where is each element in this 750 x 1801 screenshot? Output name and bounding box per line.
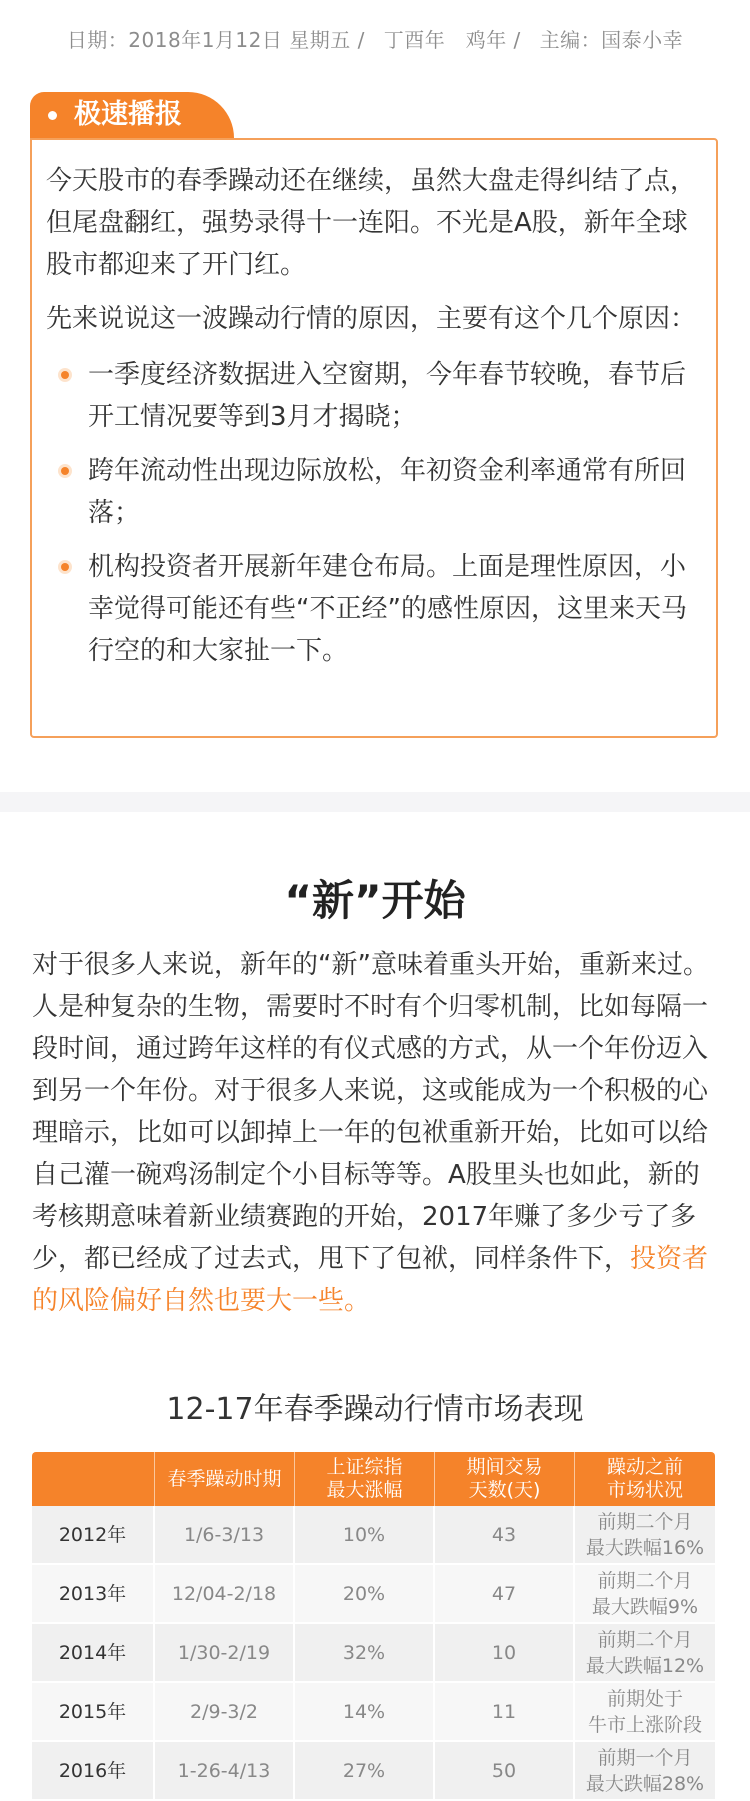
cell-period: 2/9-3/2 bbox=[155, 1683, 295, 1742]
flash-paragraph-1: 今天股市的春季躁动还在继续，虽然大盘走得纠结了点，但尾盘翻红，强势录得十一连阳。不光是A股，新年全球股市都迎来了开门红。 bbox=[46, 166, 697, 280]
bullet-icon bbox=[58, 368, 72, 382]
list-item bbox=[46, 450, 702, 534]
cell-period: 1/6-3/13 bbox=[155, 1506, 295, 1565]
cell-prior-market-text: 前期二个月 最大跌幅16% bbox=[585, 1510, 705, 1559]
header-prior-market bbox=[575, 1452, 715, 1506]
header-period: 春季躁动时期 bbox=[155, 1452, 295, 1506]
section-body bbox=[32, 944, 718, 1322]
cell-prior-market bbox=[575, 1742, 715, 1801]
cell-year: 2014年 bbox=[32, 1624, 155, 1683]
table-row bbox=[32, 1624, 715, 1683]
cell-max-gain: 20% bbox=[295, 1565, 435, 1624]
header-max-gain-text: 上证综指 最大涨幅 bbox=[326, 1456, 403, 1501]
bullet-icon bbox=[58, 464, 72, 478]
header-trading-days-text: 期间交易 天数(天) bbox=[466, 1456, 543, 1501]
market-table bbox=[32, 1452, 715, 1801]
flash-news-tab bbox=[30, 92, 234, 138]
flash-news-title: 极速播报 bbox=[74, 99, 182, 130]
cell-max-gain: 14% bbox=[295, 1683, 435, 1742]
list-item-text: 机构投资者开展新年建仓布局。上面是理性原因，小幸觉得可能还有些“不正经”的感性原因，这里来天马行空的和大家扯一下。 bbox=[88, 552, 687, 666]
list-item bbox=[46, 354, 702, 438]
section-title: “新”开始 bbox=[284, 876, 466, 925]
cell-period: 12/04-2/18 bbox=[155, 1565, 295, 1624]
cell-prior-market-text: 前期处于 牛市上涨阶段 bbox=[587, 1687, 702, 1736]
header-prior-market-text: 躁动之前 市场状况 bbox=[606, 1456, 683, 1501]
cell-trading-days: 43 bbox=[435, 1506, 575, 1565]
cell-max-gain: 27% bbox=[295, 1742, 435, 1801]
article-meta bbox=[0, 24, 750, 53]
cell-prior-market bbox=[575, 1683, 715, 1742]
cell-prior-market bbox=[575, 1624, 715, 1683]
cell-prior-market-text: 前期二个月 最大跌幅12% bbox=[585, 1628, 705, 1677]
cell-year: 2012年 bbox=[32, 1506, 155, 1565]
cell-prior-market bbox=[575, 1506, 715, 1565]
table-row bbox=[32, 1565, 715, 1624]
lunar-year-text: 丁酉年 鸡年 / bbox=[383, 28, 521, 52]
tab-dot-icon bbox=[48, 111, 57, 120]
header-trading-days bbox=[435, 1452, 575, 1506]
cell-period: 1/30-2/19 bbox=[155, 1624, 295, 1683]
flash-news-content bbox=[30, 138, 718, 738]
cell-trading-days: 10 bbox=[435, 1624, 575, 1683]
highlight-text: 投资者的风险偏好自然也要大一些。 bbox=[32, 1244, 709, 1316]
table-row bbox=[32, 1506, 715, 1565]
flash-news-box bbox=[30, 92, 718, 738]
cell-year: 2015年 bbox=[32, 1683, 155, 1742]
reason-list bbox=[46, 354, 702, 672]
cell-max-gain: 32% bbox=[295, 1624, 435, 1683]
cell-trading-days: 11 bbox=[435, 1683, 575, 1742]
section-body-text: 对于很多人来说，新年的“新”意味着重头开始，重新来过。人是种复杂的生物，需要时不时有个归零机制，比如每隔一段时间，通过跨年这样的有仪式感的方式，从一个年份迈入到另一个年份。对于很多人来说，这或能成为一个积极的心理暗示，比如可以卸掉上一年的包袱重新开始，比如可以给自己灌一碗鸡汤制定个小目标等等。A股里头也如此，新的考核期意味着新业绩赛跑的开始，2017年赚了多少亏了多少，都已经成了过去式，甩下了包袱，同样条件下， bbox=[32, 950, 709, 1274]
cell-prior-market-text: 前期一个月 最大跌幅28% bbox=[585, 1746, 705, 1795]
section-divider bbox=[0, 792, 750, 812]
bullet-icon bbox=[58, 560, 72, 574]
editor-text: 主编：国泰小幸 bbox=[539, 28, 684, 52]
table-row bbox=[32, 1742, 715, 1801]
cell-trading-days: 50 bbox=[435, 1742, 575, 1801]
cell-prior-market bbox=[575, 1565, 715, 1624]
header-max-gain bbox=[295, 1452, 435, 1506]
date-text: 日期：2018年1月12日 星期五 / bbox=[66, 28, 365, 52]
cell-prior-market-text: 前期二个月 最大跌幅9% bbox=[591, 1569, 699, 1618]
flash-paragraph-2: 先来说说这一波躁动行情的原因，主要有这个几个原因： bbox=[46, 304, 697, 334]
cell-trading-days: 47 bbox=[435, 1565, 575, 1624]
table-row bbox=[32, 1683, 715, 1742]
list-item-text: 一季度经济数据进入空窗期，今年春节较晚，春节后开工情况要等到3月才揭晓； bbox=[88, 360, 687, 432]
cell-period: 1-26-4/13 bbox=[155, 1742, 295, 1801]
header-year bbox=[32, 1452, 155, 1506]
table-title: 12-17年春季躁动行情市场表现 bbox=[166, 1392, 584, 1427]
list-item bbox=[46, 546, 702, 672]
cell-year: 2013年 bbox=[32, 1565, 155, 1624]
cell-max-gain: 10% bbox=[295, 1506, 435, 1565]
cell-year: 2016年 bbox=[32, 1742, 155, 1801]
list-item-text: 跨年流动性出现边际放松，年初资金利率通常有所回落； bbox=[88, 456, 687, 528]
table-header-row bbox=[32, 1452, 715, 1506]
